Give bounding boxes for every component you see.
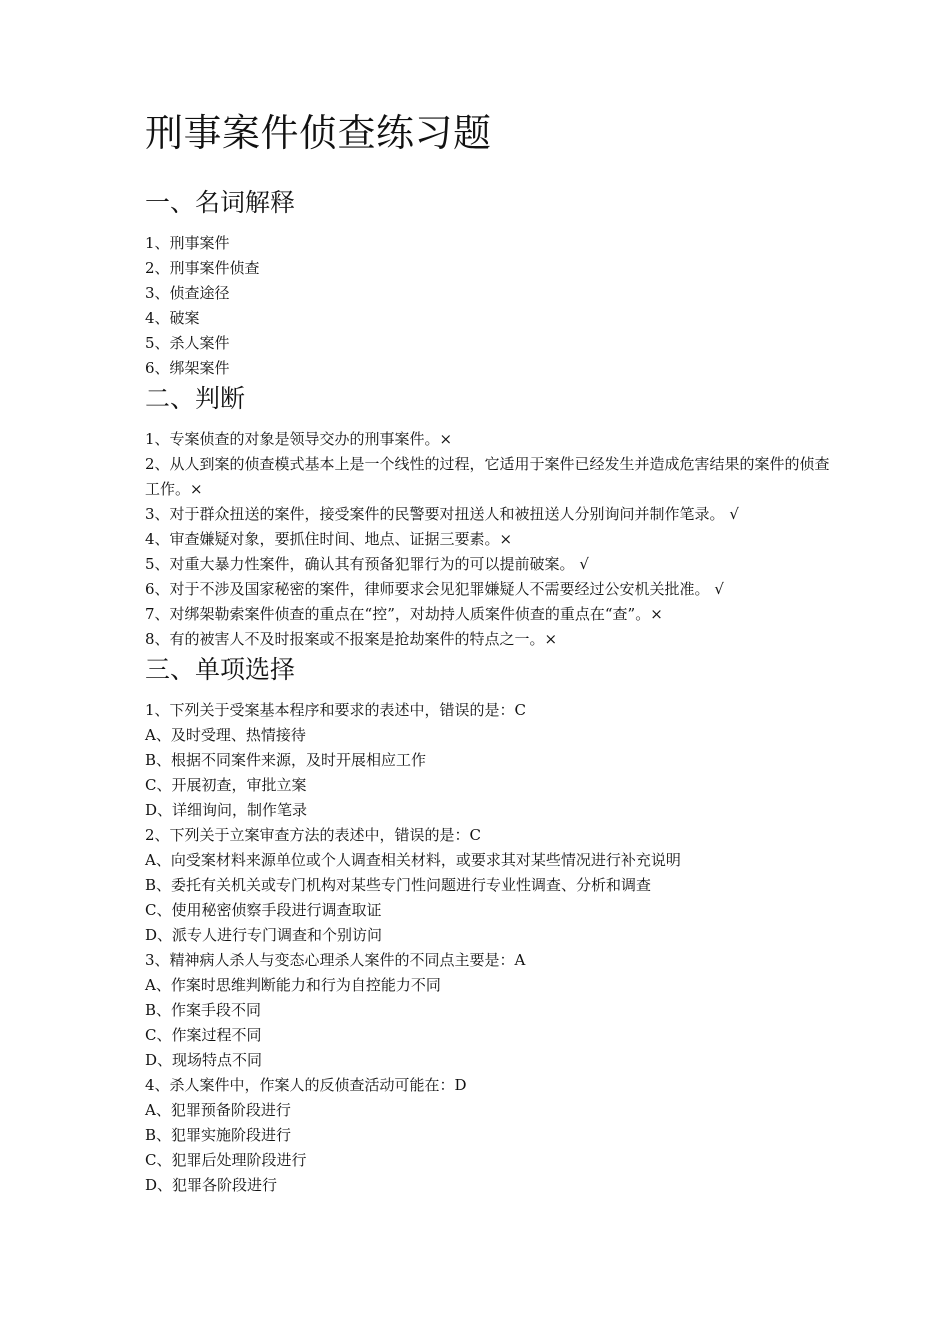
definition-list — [145, 231, 830, 381]
document-title: 刑事案件侦查练习题 — [145, 111, 492, 155]
list-item: 3、对于群众扭送的案件，接受案件的民警要对扭送人和被扭送人分别询问并制作笔录。 √ — [145, 505, 739, 523]
single-choice-list — [145, 698, 830, 1198]
option: A、向受案材料来源单位或个人调查相关材料，或要求其对某些情况进行补充说明 — [145, 851, 681, 869]
option: C、开展初查，审批立案 — [145, 776, 307, 794]
question: 1、下列关于受案基本程序和要求的表述中，错误的是：C — [145, 701, 527, 719]
list-item: 7、对绑架勒索案件侦查的重点在“控”，对劫持人质案件侦查的重点在“查”。× — [145, 605, 663, 623]
option: B、委托有关机关或专门机构对某些专门性问题进行专业性调查、分析和调查 — [145, 876, 652, 894]
section-heading: 二、判断 — [145, 384, 246, 413]
option: A、作案时思维判断能力和行为自控能力不同 — [145, 976, 441, 994]
option: B、作案手段不同 — [145, 1001, 262, 1019]
question: 4、杀人案件中，作案人的反侦查活动可能在：D — [145, 1076, 467, 1094]
option: B、犯罪实施阶段进行 — [145, 1126, 292, 1144]
list-item: 3、侦查途径 — [145, 284, 230, 302]
option: A、犯罪预备阶段进行 — [145, 1101, 291, 1119]
option: D、现场特点不同 — [145, 1051, 263, 1069]
section-heading: 三、单项选择 — [145, 655, 296, 684]
option: C、作案过程不同 — [145, 1026, 262, 1044]
option: C、使用秘密侦察手段进行调查取证 — [145, 901, 382, 919]
list-item: 6、对于不涉及国家秘密的案件，律师要求会见犯罪嫌疑人不需要经过公安机关批准。 √ — [145, 580, 724, 598]
option: A、及时受理、热情接待 — [145, 726, 306, 744]
list-item: 4、破案 — [145, 309, 200, 327]
list-item: 5、对重大暴力性案件，确认其有预备犯罪行为的可以提前破案。 √ — [145, 555, 589, 573]
list-item: 1、刑事案件 — [145, 234, 230, 252]
question: 2、下列关于立案审查方法的表述中，错误的是：C — [145, 826, 482, 844]
option: D、详细询问，制作笔录 — [145, 801, 308, 819]
section-heading: 一、名词解释 — [145, 188, 296, 217]
list-item: 5、杀人案件 — [145, 334, 230, 352]
list-item: 4、审查嫌疑对象，要抓住时间、地点、证据三要素。× — [145, 530, 513, 548]
section-true-false — [145, 381, 830, 652]
list-item: 8、有的被害人不及时报案或不报案是抢劫案件的特点之一。× — [145, 630, 558, 648]
list-item: 2、从人到案的侦查模式基本上是一个线性的过程，它适用于案件已经发生并造成危害结果的案件的侦查工作。× — [145, 455, 830, 498]
section-single-choice — [145, 652, 830, 1198]
list-item: 6、绑架案件 — [145, 359, 230, 377]
option: D、犯罪各阶段进行 — [145, 1176, 278, 1194]
list-item: 2、刑事案件侦查 — [145, 259, 260, 277]
option: C、犯罪后处理阶段进行 — [145, 1151, 307, 1169]
option: D、派专人进行专门调查和个别访问 — [145, 926, 383, 944]
option: B、根据不同案件来源，及时开展相应工作 — [145, 751, 427, 769]
section-definitions — [145, 185, 830, 381]
true-false-list — [145, 427, 830, 652]
list-item: 1、专案侦查的对象是领导交办的刑事案件。× — [145, 430, 453, 448]
question: 3、精神病人杀人与变态心理杀人案件的不同点主要是：A — [145, 951, 526, 969]
